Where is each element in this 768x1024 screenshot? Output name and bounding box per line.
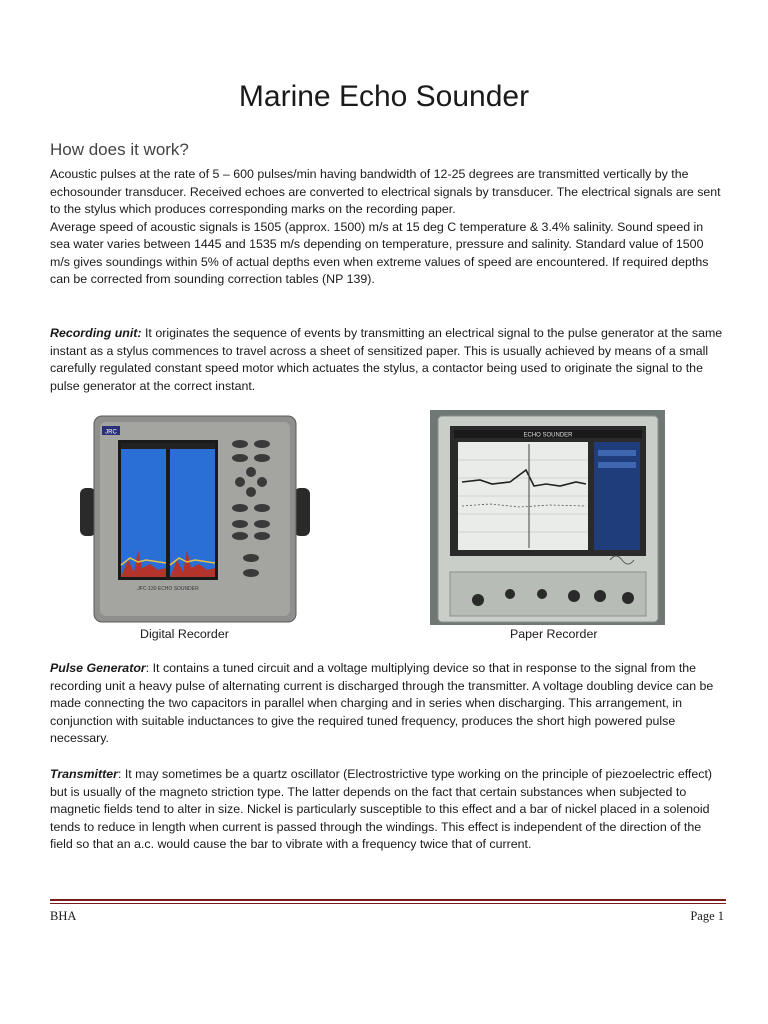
page-title: Marine Echo Sounder bbox=[238, 80, 530, 113]
brand-logo: JRC bbox=[105, 429, 117, 436]
intro-paragraph: Acoustic pulses at the rate of 5 – 600 pulses/min having bandwidth of 12-25 degrees are transmitted vertically by the echosounder transducer. Received echoes are converted to electrical signals by transducer. The electrical signals are sent to the stylus which produces corresponding marks on the recording paper. bbox=[50, 167, 721, 216]
pulse-generator-paragraph bbox=[50, 660, 726, 748]
model-label: JFC-130 ECHO SOUNDER bbox=[137, 586, 199, 592]
recording-unit-text: It originates the sequence of events by transmitting an electrical signal to the pulse generator at the same instant as a stylus commences to travel across a sheet of sensitized paper. This is usually achieved by means of a small carefully regulated constant speed motor which actuates the stylus, a contactor being used to originate the signal to the pulse generator at the correct instant. bbox=[50, 326, 723, 393]
model-label: ECHO SOUNDER bbox=[523, 432, 573, 439]
digital-recorder-image bbox=[80, 410, 320, 625]
footer-divider bbox=[50, 903, 726, 904]
recording-unit-paragraph bbox=[50, 325, 726, 395]
paper-recorder-caption: Paper Recorder bbox=[510, 627, 598, 641]
intro-text bbox=[50, 166, 726, 289]
pulse-generator-text: : It contains a tuned circuit and a voltage multiplying device so that in response to the signal from the recording unit a heavy pulse of alternating current is discharged through the transmitter. A voltage doubling device can be made connecting the two capacitors in parallel when charging and in series when discharging. This arrangement, in conjunction with suitable inductances to give the required tuned frequency, produces the short high powered pulse necessary. bbox=[50, 661, 714, 745]
paper-recorder-image bbox=[430, 410, 665, 625]
section-heading: How does it work? bbox=[50, 140, 189, 159]
footer-divider bbox=[50, 899, 726, 901]
digital-recorder-caption: Digital Recorder bbox=[140, 627, 229, 641]
intro-paragraph: Average speed of acoustic signals is 1505 (approx. 1500) m/s at 15 deg C temperature & 3.4% salinity. Sound speed in sea water varies between 1445 and 1535 m/s depending on temperature, pressure and salinity. Standard value of 1500 m/s gives soundings within 5% of actual depths even when extreme values of speed are encountered. If required depths can be corrected from sounding correction tables (NP 139). bbox=[50, 219, 709, 286]
transmitter-paragraph bbox=[50, 766, 726, 854]
recording-unit-term: Recording unit: bbox=[50, 326, 142, 340]
footer-author: BHA bbox=[50, 909, 77, 923]
pulse-generator-term: Pulse Generator bbox=[50, 661, 146, 675]
page-number: Page 1 bbox=[690, 909, 724, 923]
transmitter-text: : It may sometimes be a quartz oscillator (Electrostrictive type working on the principle of piezoelectric effect) but is usually of the magneto striction type. The latter depends on the fact that certain substances when subjected to magnetic fields tend to alter in size. Nickel is particularly susceptible to this effect and a bar of nickel placed in a solenoid tends to reduce in length when current is passed through the windings. This effect is independent of the direction of the field so that an a.c. would cause the bar to vibrate with a frequency twice that of current. bbox=[50, 767, 713, 851]
transmitter-term: Transmitter bbox=[50, 767, 118, 781]
